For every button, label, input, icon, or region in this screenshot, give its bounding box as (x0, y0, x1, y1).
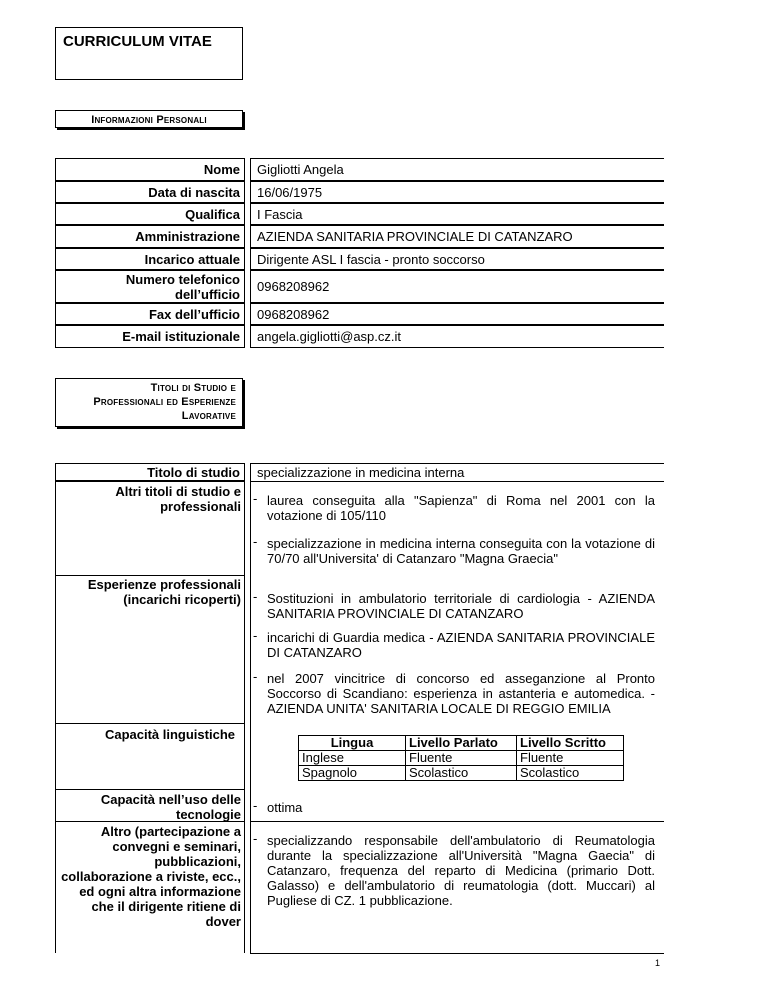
table-row (299, 751, 624, 766)
altro-value: specializzando responsabile dell'ambulatorio di Reumatologia durante la specializzazione all'Università "Magna Gaecia" di Catanzaro, frequenza del reparto di Medicina (primario Dott. Galasso) e dell'ambulatorio di reumatologia (dott. Muccari) al Pugliese di CZ. 1 pubblicazione. (267, 833, 655, 908)
altri-item-2-text: specializzazione in medicina interna conseguita con la votazione di 70/70 all'Universita' di Catanzaro "Magna Graecia" (267, 536, 655, 566)
languages-header-row (299, 736, 624, 751)
label-titolo-studio: Titolo di studio (55, 463, 245, 481)
label-telefono (55, 270, 245, 303)
bullet-dash: - (253, 798, 258, 813)
label-incarico: Incarico attuale (55, 248, 245, 270)
esperienze-item-1-text: Sostituzioni in ambulatorio territoriale di cardiologia - AZIENDA SANITARIA PROVINCIALE DI CATANZARO (267, 591, 655, 621)
lang-header-scritto: Livello Scritto (517, 736, 624, 751)
cv-title: CURRICULUM VITAE (55, 27, 243, 80)
lang-cell: Fluente (406, 751, 517, 766)
bullet-dash: - (253, 589, 258, 604)
languages-table (298, 735, 624, 781)
value-data-nascita: 16/06/1975 (250, 181, 664, 203)
value-column-border (250, 481, 251, 953)
lang-header-parlato: Livello Parlato (406, 736, 517, 751)
label-esperienze (55, 576, 245, 608)
label-email: E-mail istituzionale (55, 325, 245, 348)
label-altri-titoli-text: Altri titoli di studio e professionali (115, 484, 241, 514)
altri-item-1 (253, 493, 655, 523)
section-titles-header (55, 378, 243, 427)
esperienze-item-3-text: nel 2007 vincitrice di concorso ed asseganzione al Pronto Soccorso di Scandiano: esperienza in astanteria e automedica. - AZIENDA UNITA' SANITARIA LOCALE DI REGGIO EMILIA (267, 671, 655, 716)
label-fax: Fax dell’ufficio (55, 303, 245, 325)
esperienze-item-2-text: incarichi di Guardia medica - AZIENDA SANITARIA PROVINCIALE DI CATANZARO (267, 630, 655, 660)
value-fax: 0968208962 (250, 303, 664, 325)
row-divider (55, 481, 245, 482)
lang-cell: Scolastico (517, 766, 624, 781)
label-amministrazione: Amministrazione (55, 225, 245, 248)
row-divider (55, 821, 245, 822)
label-altri-titoli (55, 483, 245, 515)
tecnologie-item (253, 800, 655, 815)
lang-cell: Inglese (299, 751, 406, 766)
esperienze-item-1 (253, 591, 655, 621)
value-nome: Gigliotti Angela (250, 158, 664, 181)
label-tecnologie (55, 791, 245, 823)
lang-cell: Fluente (517, 751, 624, 766)
label-nome: Nome (55, 158, 245, 181)
esperienze-item-2 (253, 630, 655, 660)
value-telefono: 0968208962 (250, 270, 664, 303)
label-tecnologie-text: Capacità nell’uso delle tecnologie (100, 792, 241, 822)
bullet-dash: - (253, 628, 258, 643)
footer-rule (250, 953, 664, 954)
bullet-dash: - (253, 491, 258, 506)
section-titles-text: Titoli di Studio e Professionali ed Esperienze Lavorative (93, 382, 236, 422)
label-lingue (55, 726, 245, 743)
value-incarico: Dirigente ASL I fascia - pronto soccorso (250, 248, 664, 270)
label-data-nascita: Data di nascita (55, 181, 245, 203)
value-qualifica: I Fascia (250, 203, 664, 225)
altri-item-1-text: laurea conseguita alla "Sapienza" di Roma nel 2001 con la votazione di 105/110 (267, 493, 655, 523)
bullet-dash: - (253, 831, 258, 846)
row-divider-right (250, 481, 664, 482)
row-divider (55, 723, 245, 724)
lang-header-lingua: Lingua (299, 736, 406, 751)
section-personal-header: Informazioni Personali (55, 110, 243, 128)
label-lingue-text: Capacità linguistiche (104, 727, 235, 742)
bullet-dash: - (253, 669, 258, 684)
tecnologie-value: ottima (267, 800, 303, 815)
row-divider (55, 789, 245, 790)
value-amministrazione: AZIENDA SANITARIA PROVINCIALE DI CATANZARO (250, 225, 664, 248)
altri-item-2 (253, 536, 655, 566)
label-altro-text: Altro (partecipazione a convegni e seminari, pubblicazioni, collaborazione a riviste, ecc., ed ogni altra informazione che il dirigente ritiene di dover (61, 824, 241, 929)
value-email: angela.gigliotti@asp.cz.it (250, 325, 664, 348)
label-telefono-text: Numero telefonico dell’ufficio (125, 271, 240, 302)
value-titolo-studio: specializzazione in medicina interna (250, 463, 664, 481)
page-number: 1 (655, 958, 661, 968)
label-qualifica: Qualifica (55, 203, 245, 225)
label-altro (55, 823, 245, 930)
label-esperienze-text: Esperienze professionali (incarichi ricoperti) (87, 577, 241, 607)
lang-cell: Spagnolo (299, 766, 406, 781)
altro-item (253, 833, 655, 908)
row-divider-right (250, 821, 664, 822)
esperienze-item-3 (253, 671, 655, 716)
lang-cell: Scolastico (406, 766, 517, 781)
table-row (299, 766, 624, 781)
bullet-dash: - (253, 534, 258, 549)
